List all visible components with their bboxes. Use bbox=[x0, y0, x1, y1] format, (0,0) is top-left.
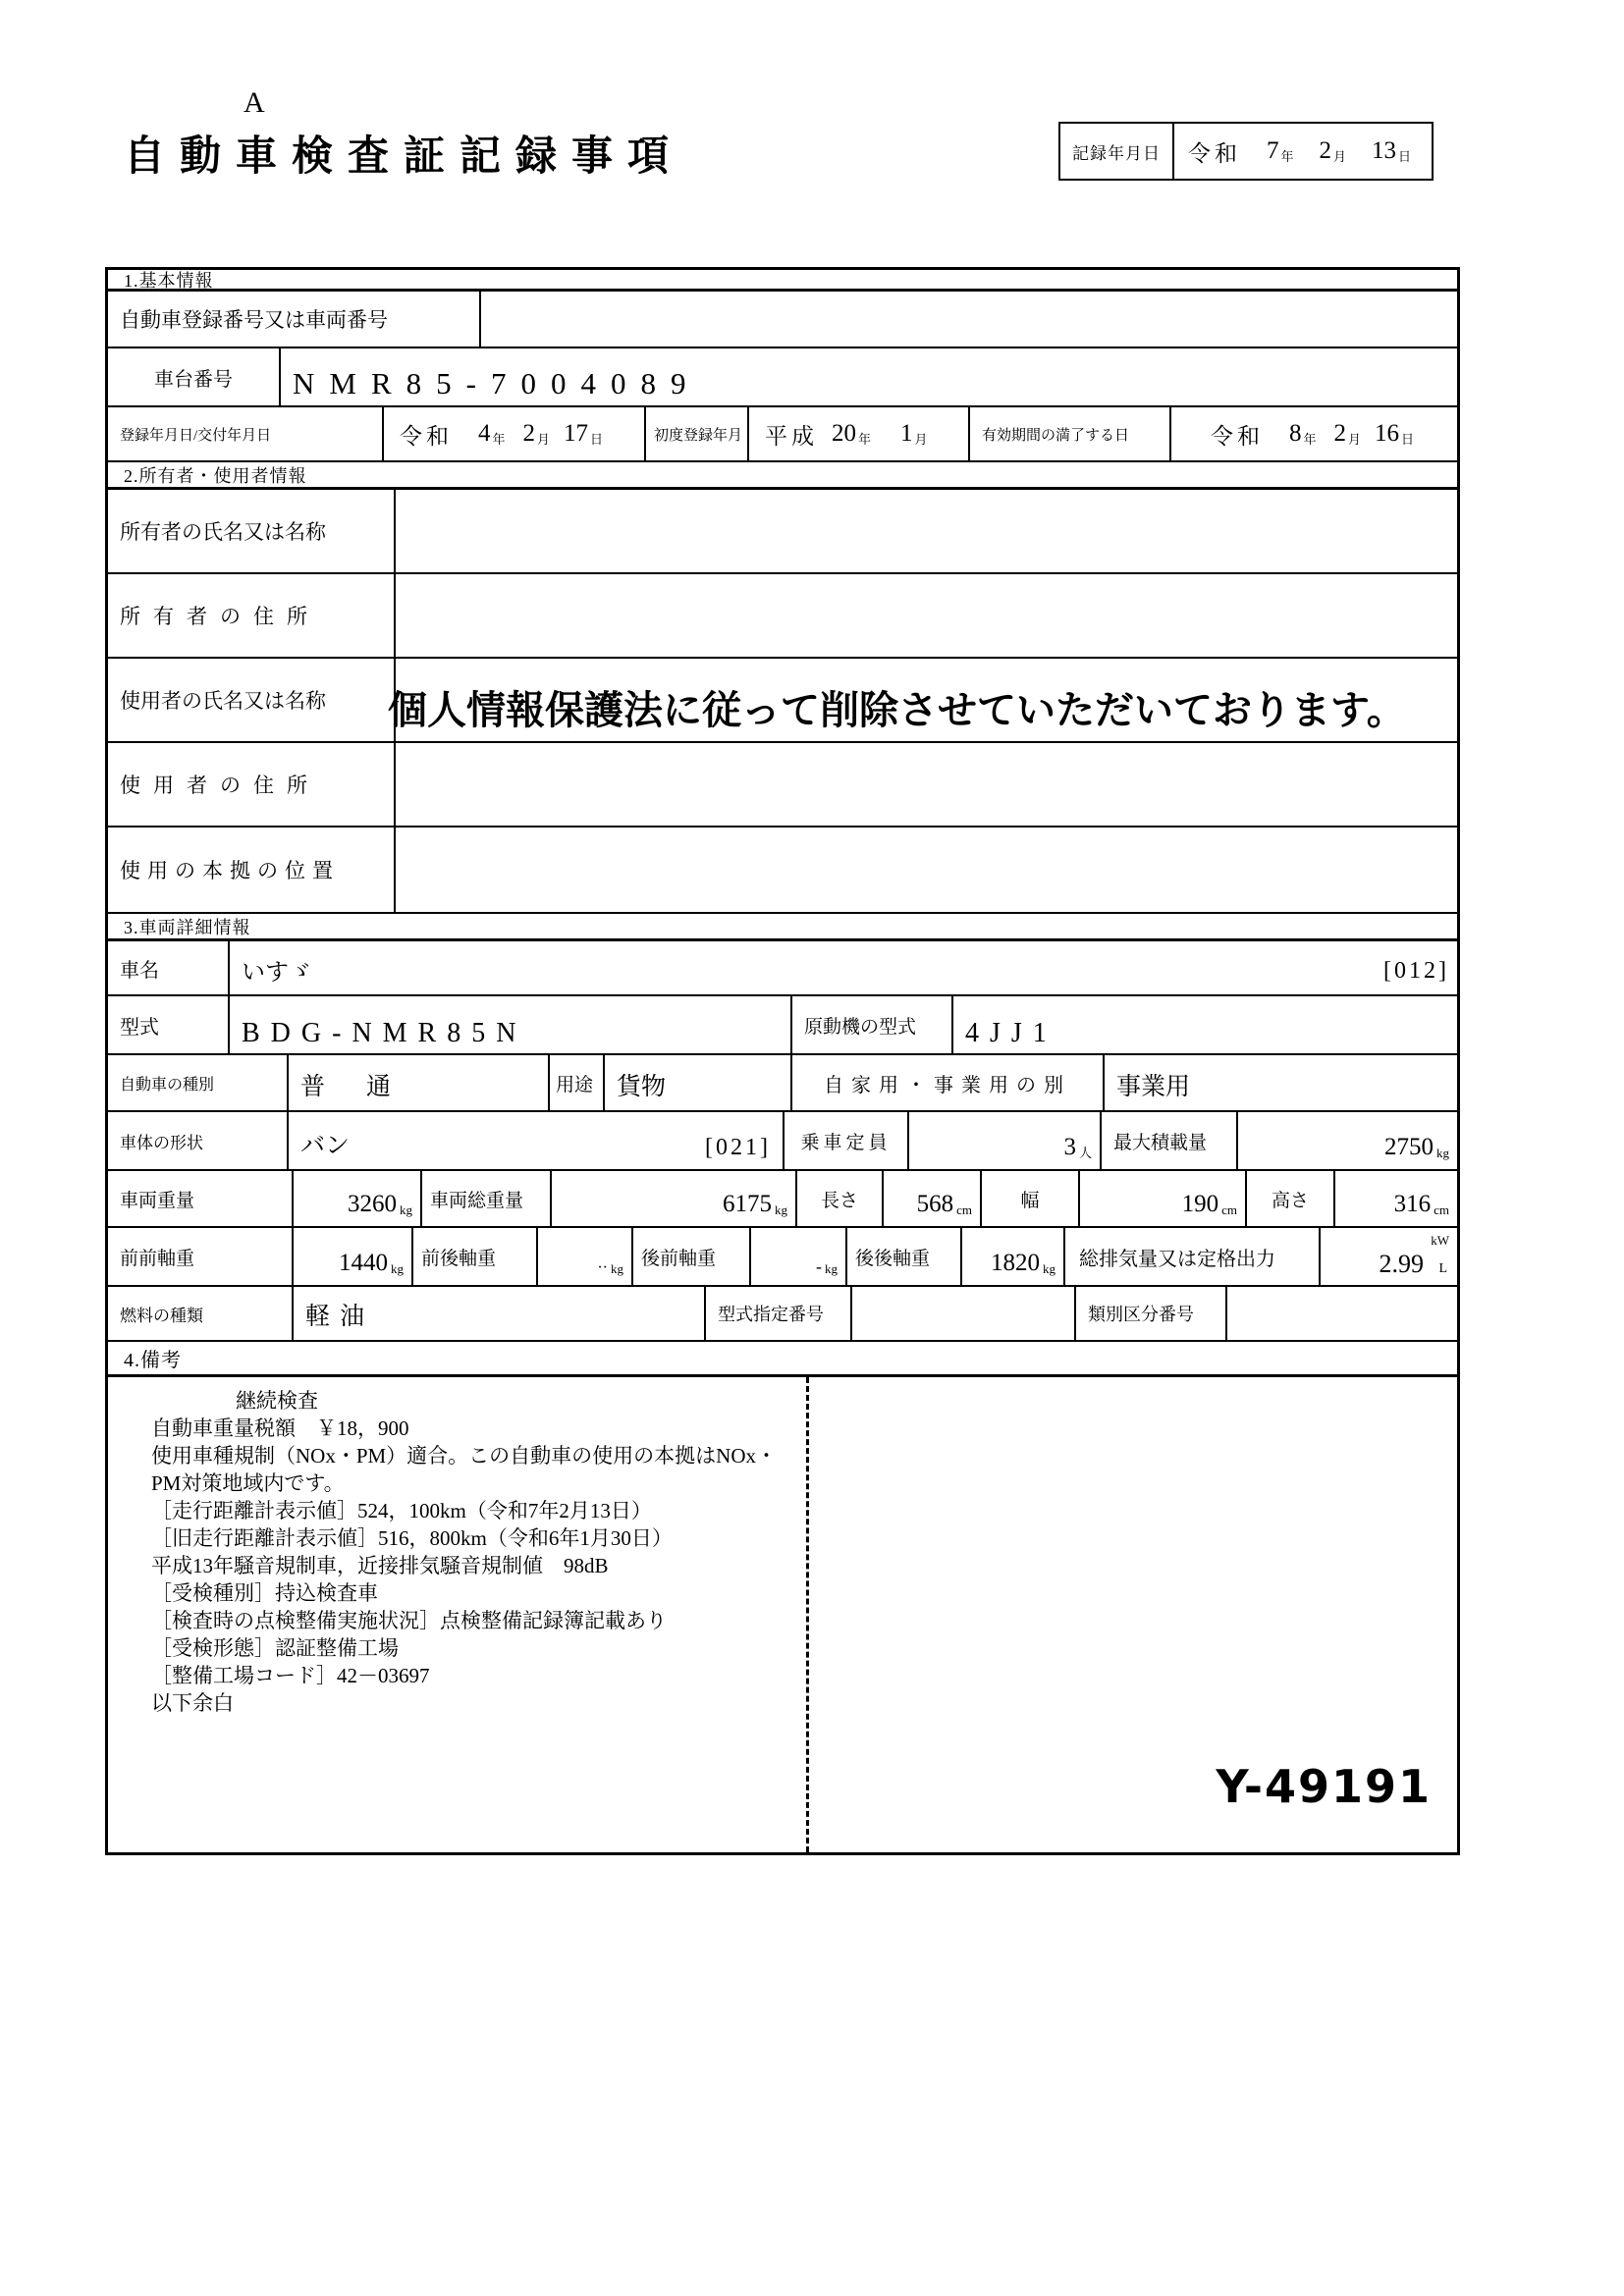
dates-row bbox=[108, 407, 1457, 462]
type-certification-value bbox=[852, 1287, 1076, 1340]
cm-unit: cm bbox=[956, 1202, 972, 1217]
kg-unit: kg bbox=[1436, 1146, 1449, 1160]
day-unit: 日 bbox=[590, 431, 604, 447]
registration-date-era: 令和 bbox=[400, 423, 453, 449]
category-row bbox=[108, 1055, 1457, 1112]
height-value bbox=[1335, 1171, 1457, 1226]
kg-unit: kg bbox=[1043, 1261, 1056, 1276]
record-date-day: 13 bbox=[1372, 137, 1397, 164]
day-unit: 日 bbox=[1398, 148, 1412, 164]
body-shape-code: [021] bbox=[705, 1135, 771, 1160]
remark-line: 自動車重量税額 ￥18，900 bbox=[151, 1416, 409, 1440]
model-value: BDG-NMR85N bbox=[230, 996, 792, 1053]
expiry-date-day: 16 bbox=[1375, 420, 1400, 447]
model-label: 型式 bbox=[108, 996, 230, 1053]
displacement-label: 総排気量又は定格出力 bbox=[1065, 1228, 1321, 1285]
fuel-type-label: 燃料の種類 bbox=[108, 1287, 294, 1340]
seating-capacity-value bbox=[909, 1112, 1102, 1169]
business-use-value: 事業用 bbox=[1116, 1074, 1191, 1100]
owner-address-label: 所有者の住所 bbox=[108, 574, 396, 657]
class-number-label: 類別区分番号 bbox=[1076, 1287, 1227, 1340]
page-title: 自動車検査証記録事項 bbox=[124, 134, 684, 180]
front-front-axle-value bbox=[294, 1228, 413, 1285]
body-shape-value: バン bbox=[289, 1112, 785, 1169]
first-registration-value bbox=[749, 407, 970, 460]
record-date-label: 記録年月日 bbox=[1060, 124, 1174, 179]
remark-line: 以下余白 bbox=[151, 1691, 234, 1715]
category-value: 普通 bbox=[289, 1055, 550, 1110]
base-location-label: 使用の本拠の位置 bbox=[108, 828, 396, 912]
record-date-month: 2 bbox=[1319, 137, 1332, 164]
kg-unit: kg bbox=[611, 1261, 623, 1276]
expiry-date-year: 8 bbox=[1289, 420, 1302, 447]
height-label: 高さ bbox=[1247, 1171, 1335, 1226]
width-number: 190 bbox=[1181, 1191, 1219, 1217]
length-label: 長さ bbox=[797, 1171, 884, 1226]
expiry-date-month: 2 bbox=[1333, 420, 1347, 447]
document-number: Y-49191 bbox=[1216, 1760, 1432, 1813]
gross-weight-label: 車両総重量 bbox=[422, 1171, 552, 1226]
expiry-date-label: 有効期間の満了する日 bbox=[970, 407, 1171, 460]
owner-address-value bbox=[396, 574, 1457, 657]
registration-date-day: 17 bbox=[564, 420, 589, 447]
chassis-number-label: 車台番号 bbox=[108, 348, 281, 405]
type-certification-label: 型式指定番号 bbox=[706, 1287, 852, 1340]
remark-line: ［受検種別］持込検査車 bbox=[151, 1581, 378, 1605]
registration-number-value bbox=[481, 292, 1457, 347]
owner-address-row bbox=[108, 574, 1457, 659]
remark-line: 平成13年騒音規制車，近接排気騒音規制値 98dB bbox=[151, 1554, 609, 1577]
rear-rear-axle-value bbox=[962, 1228, 1065, 1285]
width-label: 幅 bbox=[982, 1171, 1080, 1226]
remarks-text bbox=[151, 1387, 799, 1717]
rear-rear-axle-label: 後後軸重 bbox=[847, 1228, 962, 1285]
year-unit: 年 bbox=[492, 431, 506, 447]
first-registration-label: 初度登録年月 bbox=[646, 407, 749, 460]
cm-unit: cm bbox=[1434, 1202, 1449, 1217]
privacy-notice: 個人情報保護法に従って削除させていただいております。 bbox=[388, 689, 1406, 732]
max-load-number: 2750 bbox=[1384, 1134, 1434, 1160]
axle-weights-row bbox=[108, 1228, 1457, 1287]
vehicle-weight-number: 3260 bbox=[348, 1191, 397, 1217]
remark-line: ［検査時の点検整備実施状況］点検整備記録簿記載あり bbox=[151, 1609, 667, 1632]
owner-name-value bbox=[396, 490, 1457, 572]
section-basic-header: 1.基本情報 bbox=[108, 270, 1457, 292]
front-rear-axle-value bbox=[538, 1228, 633, 1285]
expiry-date-value bbox=[1171, 407, 1457, 460]
remark-line: 継続検査 bbox=[236, 1389, 318, 1413]
body-shape-label: 車体の形状 bbox=[108, 1112, 289, 1169]
first-registration-month: 1 bbox=[900, 420, 913, 447]
vehicle-name-label: 車名 bbox=[108, 941, 230, 994]
vehicle-name-row bbox=[108, 941, 1457, 996]
body-shape-row bbox=[108, 1112, 1457, 1171]
page-corner-letter: A bbox=[244, 86, 265, 119]
year-unit: 年 bbox=[858, 431, 872, 447]
month-unit: 月 bbox=[914, 431, 928, 447]
registration-date-label: 登録年月日/交付年月日 bbox=[108, 407, 384, 460]
remarks-column-divider bbox=[806, 1377, 809, 1852]
registration-date-month: 2 bbox=[522, 420, 536, 447]
fuel-row bbox=[108, 1287, 1457, 1342]
max-load-value bbox=[1238, 1112, 1457, 1169]
remark-line: ［走行距離計表示値］524，100km（令和7年2月13日） bbox=[151, 1499, 652, 1522]
year-unit: 年 bbox=[1280, 148, 1294, 164]
remark-line: ［旧走行距離計表示値］516，800km（令和6年1月30日） bbox=[151, 1526, 673, 1550]
owner-name-label: 所有者の氏名又は名称 bbox=[108, 490, 396, 572]
vehicle-name-value: いすゞ bbox=[242, 960, 312, 986]
rear-front-axle-number: - bbox=[816, 1256, 822, 1276]
front-front-axle-label: 前前軸重 bbox=[108, 1228, 294, 1285]
seating-capacity-number: 3 bbox=[1063, 1134, 1076, 1160]
liter-unit: L bbox=[1438, 1261, 1447, 1276]
category-label: 自動車の種別 bbox=[108, 1055, 289, 1110]
chassis-number-row bbox=[108, 348, 1457, 407]
user-name-label: 使用者の氏名又は名称 bbox=[108, 659, 396, 741]
certificate-table bbox=[105, 267, 1460, 1855]
first-registration-era: 平成 bbox=[765, 423, 818, 449]
gross-weight-number: 6175 bbox=[723, 1191, 772, 1217]
model-row bbox=[108, 996, 1457, 1055]
kg-unit: kg bbox=[400, 1202, 412, 1217]
record-date-value bbox=[1174, 124, 1432, 179]
vehicle-name-code: [012] bbox=[1383, 958, 1449, 984]
remark-line: 使用車種規制（NOx・PM）適合。この自動車の使用の本拠はNOx・PM対策地域内です。 bbox=[151, 1444, 778, 1495]
registration-number-label: 自動車登録番号又は車両番号 bbox=[108, 292, 481, 347]
month-unit: 月 bbox=[537, 431, 551, 447]
width-value bbox=[1080, 1171, 1247, 1226]
length-value bbox=[884, 1171, 982, 1226]
front-rear-axle-number: ·· bbox=[597, 1259, 608, 1276]
weights-dimensions-row bbox=[108, 1171, 1457, 1228]
seating-capacity-label: 乗車定員 bbox=[785, 1112, 909, 1169]
front-rear-axle-label: 前後軸重 bbox=[413, 1228, 538, 1285]
user-address-row bbox=[108, 743, 1457, 828]
first-registration-year: 20 bbox=[832, 420, 856, 447]
gross-weight-value bbox=[552, 1171, 797, 1226]
registration-date-year: 4 bbox=[478, 420, 491, 447]
user-address-value bbox=[396, 743, 1457, 826]
height-number: 316 bbox=[1393, 1191, 1432, 1217]
displacement-number: 2.99 bbox=[1379, 1250, 1424, 1278]
kw-unit: kW bbox=[1431, 1233, 1449, 1248]
front-front-axle-number: 1440 bbox=[339, 1250, 388, 1276]
kg-unit: kg bbox=[825, 1261, 838, 1276]
month-unit: 月 bbox=[1333, 148, 1347, 164]
kg-unit: kg bbox=[391, 1261, 404, 1276]
day-unit: 日 bbox=[1401, 431, 1415, 447]
engine-model-label: 原動機の型式 bbox=[792, 996, 953, 1053]
person-unit: 人 bbox=[1078, 1146, 1092, 1160]
owner-name-row bbox=[108, 490, 1457, 574]
expiry-date-era: 令和 bbox=[1211, 423, 1264, 449]
business-use-label: 自家用・事業用の別 bbox=[792, 1055, 1105, 1110]
kg-unit: kg bbox=[775, 1202, 787, 1217]
rear-rear-axle-number: 1820 bbox=[991, 1250, 1040, 1276]
engine-model-value: 4JJ1 bbox=[965, 1018, 1057, 1048]
remarks-body bbox=[108, 1377, 1457, 1852]
fuel-type-value: 軽油 bbox=[294, 1287, 706, 1340]
vehicle-weight-value bbox=[294, 1171, 422, 1226]
month-unit: 月 bbox=[1348, 431, 1362, 447]
section-vehicle-header: 3.車両詳細情報 bbox=[108, 914, 1457, 941]
year-unit: 年 bbox=[1303, 431, 1317, 447]
use-value: 貨物 bbox=[605, 1055, 792, 1110]
displacement-value bbox=[1321, 1228, 1457, 1285]
section-remarks-header: 4.備考 bbox=[108, 1342, 1457, 1377]
record-date-era: 令和 bbox=[1188, 140, 1241, 166]
class-number-value bbox=[1227, 1287, 1457, 1340]
record-date-year: 7 bbox=[1267, 137, 1279, 164]
record-date-box bbox=[1058, 122, 1434, 181]
length-number: 568 bbox=[916, 1191, 954, 1217]
registration-date-value bbox=[384, 407, 646, 460]
base-location-row bbox=[108, 828, 1457, 914]
user-address-label: 使用者の住所 bbox=[108, 743, 396, 826]
rear-front-axle-value bbox=[751, 1228, 847, 1285]
section-owner-header: 2.所有者・使用者情報 bbox=[108, 462, 1457, 490]
remark-line: ［受検形態］認証整備工場 bbox=[151, 1636, 399, 1660]
vehicle-weight-label: 車両重量 bbox=[108, 1171, 294, 1226]
rear-front-axle-label: 後前軸重 bbox=[633, 1228, 751, 1285]
chassis-number-value: NMR85-7004089 bbox=[293, 366, 701, 400]
remark-line: ［整備工場コード］42－03697 bbox=[151, 1664, 430, 1687]
registration-number-row bbox=[108, 292, 1457, 348]
max-load-label: 最大積載量 bbox=[1102, 1112, 1238, 1169]
base-location-value bbox=[396, 828, 1457, 912]
use-label: 用途 bbox=[550, 1055, 605, 1110]
cm-unit: cm bbox=[1221, 1202, 1237, 1217]
